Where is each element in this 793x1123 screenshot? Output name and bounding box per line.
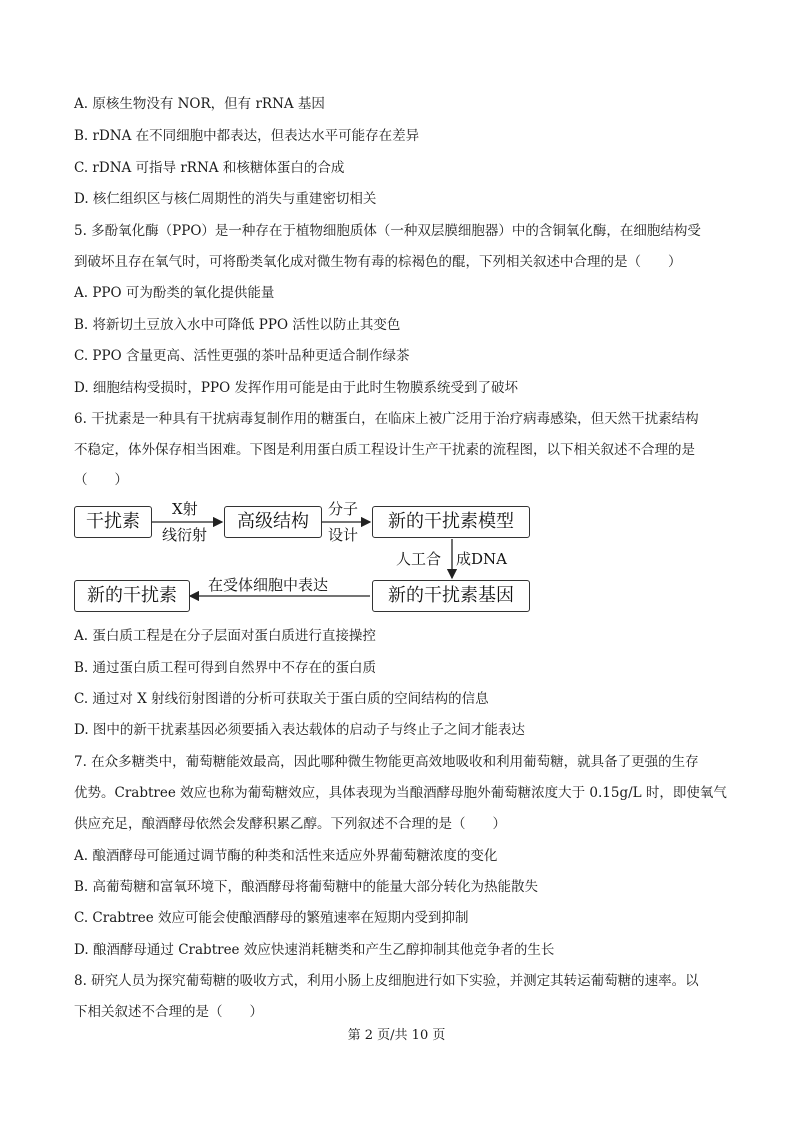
label-design-top: 分子 [328,500,359,518]
q4-option-d: D. 核仁组织区与核仁周期性的消失与重建密切相关 [74,191,377,207]
q8-stem-line1: 8. 研究人员为探究葡萄糖的吸收方式，利用小肠上皮细胞进行如下实验，并测定其转运葡萄糖的速率。以 [74,973,699,989]
q5-option-d: D. 细胞结构受损时，PPO 发挥作用可能是由于此时生物膜系统受到了破坏 [74,380,518,396]
q5-stem-line2: 到破坏且存在氧气时，可将酚类氧化成对微生物有毒的棕褐色的醌，下列相关叙述中合理的是（ ） [74,254,682,270]
protein-engineering-flowchart [74,498,534,618]
q7-stem-line3: 供应充足，酿酒酵母依然会发酵积累乙醇。下列叙述不合理的是（ ） [74,816,506,832]
q5-stem-line1: 5. 多酚氧化酶（PPO）是一种存在于植物细胞质体（一种双层膜细胞器）中的含铜氧化酶，在细胞结构受 [74,223,701,239]
label-xray-top: X射 [172,500,198,518]
flow-box-higher-structure: 高级结构 [224,506,322,538]
flow-box-new-gene: 新的干扰素基因 [372,580,530,612]
q4-option-a: A. 原核生物没有 NOR，但有 rRNA 基因 [74,96,325,112]
q6-option-b: B. 通过蛋白质工程可得到自然界中不存在的蛋白质 [74,660,377,676]
q7-option-a: A. 酿酒酵母可能通过调节酶的种类和活性来适应外界葡萄糖浓度的变化 [74,848,498,864]
q6-stem-line1: 6. 干扰素是一种具有干扰病毒复制作用的糖蛋白，在临床上被广泛用于治疗病毒感染，但天然干扰素结构 [74,411,699,427]
page-footer: 第 2 页/共 10 页 [347,1028,446,1043]
q7-option-d: D. 酿酒酵母通过 Crabtree 效应快速消耗糖类和产生乙醇抑制其他竞争者的生长 [74,942,555,958]
flow-box-new-interferon: 新的干扰素 [74,580,190,612]
q6-option-c: C. 通过对 X 射线衍射图谱的分析可获取关于蛋白质的空间结构的信息 [74,691,489,707]
q8-stem-line2: 下相关叙述不合理的是（ ） [74,1004,263,1020]
q7-stem-line1: 7. 在众多糖类中，葡萄糖能效最高，因此哪种微生物能更高效地吸收和利用葡萄糖，就具备了更强的生存 [74,754,699,770]
q6-stem-line2: 不稳定，体外保存相当困难。下图是利用蛋白质工程设计生产干扰素的流程图，以下相关叙述不合理的是 [74,442,695,458]
q6-option-a: A. 蛋白质工程是在分子层面对蛋白质进行直接操控 [74,628,376,644]
q5-option-c: C. PPO 含量更高、活性更强的茶叶品种更适合制作绿茶 [74,348,410,364]
q7-stem-line2: 优势。Crabtree 效应也称为葡萄糖效应，具体表现为当酿酒酵母胞外葡萄糖浓度大于 0.15g/L 时，即使氧气 [74,785,727,801]
label-expression: 在受体细胞中表达 [208,576,329,594]
label-synthesis-right: 成DNA [456,550,507,568]
q4-option-b: B. rDNA 在不同细胞中都表达，但表达水平可能存在差异 [74,128,420,144]
q7-option-b: B. 高葡萄糖和富氧环境下，酿酒酵母将葡萄糖中的能量大部分转化为热能散失 [74,879,539,895]
q5-option-a: A. PPO 可为酚类的氧化提供能量 [74,285,275,301]
q5-option-b: B. 将新切土豆放入水中可降低 PPO 活性以防止其变色 [74,317,401,333]
q4-option-c: C. rDNA 可指导 rRNA 和核糖体蛋白的合成 [74,160,345,176]
label-xray-bottom: 线衍射 [162,526,208,544]
q6-stem-line3: （ ） [74,472,128,488]
label-synthesis-left: 人工合 [396,550,442,568]
q6-option-d: D. 图中的新干扰素基因必须要插入表达载体的启动子与终止子之间才能表达 [74,722,525,738]
flow-box-interferon: 干扰素 [74,506,152,538]
q7-option-c: C. Crabtree 效应可能会使酿酒酵母的繁殖速率在短期内受到抑制 [74,910,469,926]
flow-box-new-model: 新的干扰素模型 [372,506,530,538]
label-design-bottom: 设计 [328,526,359,544]
